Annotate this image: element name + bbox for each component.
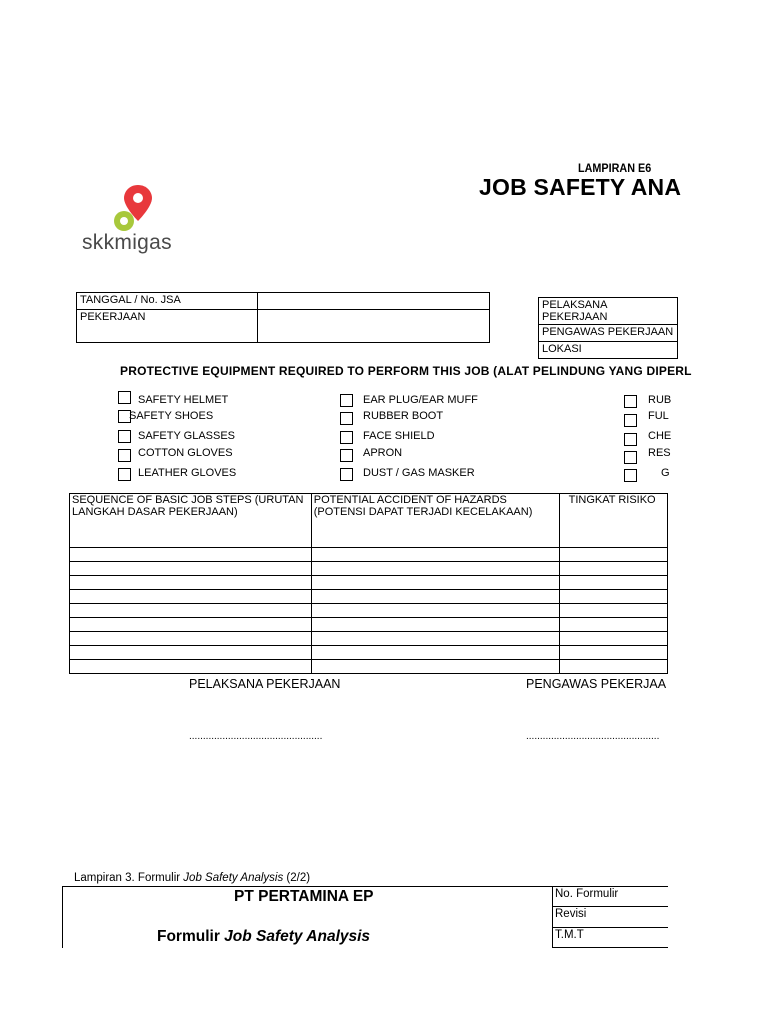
table-row[interactable] [70,590,668,604]
revisi-label: Revisi [555,908,587,920]
ppe-col3-checkbox[interactable] [624,433,637,446]
footer-top-border [62,886,668,887]
pekerjaan-label: PEKERJAAN [77,310,258,343]
pelaksana-label: PELAKSANA PEKERJAAN [539,298,678,325]
signature-right-label: PENGAWAS PEKERJAA [526,677,667,691]
ppe-label: RUBBER BOOT [363,410,444,422]
ppe-label: FUL [648,410,669,422]
footer-divider [552,886,553,948]
table-row[interactable] [70,576,668,590]
rubber-boot-checkbox[interactable] [340,412,353,425]
dust-gas-masker-checkbox[interactable] [340,468,353,481]
form-title: Formulir Job Safety Analysis [157,928,371,945]
pekerjaan-field[interactable] [258,310,490,343]
ppe-label: RES [648,447,671,459]
tmt-label: T.M.T [555,929,584,941]
skkmigas-logo-icon [110,183,155,233]
risk-header: TINGKAT RISIKO [559,494,667,548]
safety-glasses-checkbox[interactable] [118,430,131,443]
ppe-label: G [661,467,670,479]
table-row[interactable] [70,604,668,618]
ear-plug-checkbox[interactable] [340,394,353,407]
ppe-section-title: PROTECTIVE EQUIPMENT REQUIRED TO PERFORM THIS JOB (ALAT PELINDUNG YANG DIPERL [120,364,692,378]
table-row[interactable] [70,618,668,632]
face-shield-checkbox[interactable] [340,431,353,444]
ppe-col3-checkbox[interactable] [624,395,637,408]
table-row[interactable] [70,562,668,576]
lokasi-label: LOKASI [539,342,678,359]
job-steps-table [69,493,668,674]
table-row[interactable] [70,646,668,660]
lampiran-label: LAMPIRAN E6 [578,161,652,175]
info-table-left [76,292,490,343]
table-row[interactable] [70,632,668,646]
ppe-label: FACE SHIELD [363,430,435,442]
footer-note: Lampiran 3. Formulir Job Safety Analysis (2/2) [74,872,311,884]
ppe-label: COTTON GLOVES [138,447,233,459]
no-formulir-label: No. Formulir [555,888,619,900]
ppe-col3-checkbox[interactable] [624,469,637,482]
leather-gloves-checkbox[interactable] [118,468,131,481]
logo-text: skkmigas [82,231,172,254]
ppe-label: RUB [648,394,672,406]
footer-row-line [552,927,668,928]
footer-mid-mark [62,926,63,927]
tanggal-field[interactable] [258,293,490,310]
tanggal-label: TANGGAL / No. JSA [77,293,258,310]
footer-row-line [552,906,668,907]
ppe-label: LEATHER GLOVES [138,467,237,479]
ppe-label: EAR PLUG/EAR MUFF [363,394,478,406]
apron-checkbox[interactable] [340,449,353,462]
table-row[interactable] [70,548,668,562]
footer-left-border [62,886,63,948]
ppe-label: SAFETY GLASSES [138,430,236,442]
ppe-label: CHE [648,430,672,442]
ppe-col3-checkbox[interactable] [624,414,637,427]
ppe-label: SAFETY SHOES [129,410,214,422]
ppe-label: APRON [363,447,403,459]
pengawas-label: PENGAWAS PEKERJAAN [539,325,678,342]
hazards-header: POTENTIAL ACCIDENT OF HAZARDS (POTENSI DAPAT TERJADI KECELAKAAN) [311,494,559,548]
signature-left-line: ................................................ [189,731,323,742]
steps-header: SEQUENCE OF BASIC JOB STEPS (URUTAN LANGKAH DASAR PEKERJAAN) [70,494,312,548]
safety-helmet-checkbox[interactable] [118,391,131,404]
table-row[interactable] [70,660,668,674]
cotton-gloves-checkbox[interactable] [118,449,131,462]
company-name: PT PERTAMINA EP [234,888,374,905]
info-table-right [538,297,678,359]
ppe-label: SAFETY HELMET [138,394,229,406]
footer-row-line [552,947,668,948]
signature-right-line: ................................................ [526,731,660,742]
document-title: JOB SAFETY ANA [479,174,682,200]
ppe-label: DUST / GAS MASKER [363,467,475,479]
ppe-col3-checkbox[interactable] [624,451,637,464]
signature-left-label: PELAKSANA PEKERJAAN [189,677,341,691]
